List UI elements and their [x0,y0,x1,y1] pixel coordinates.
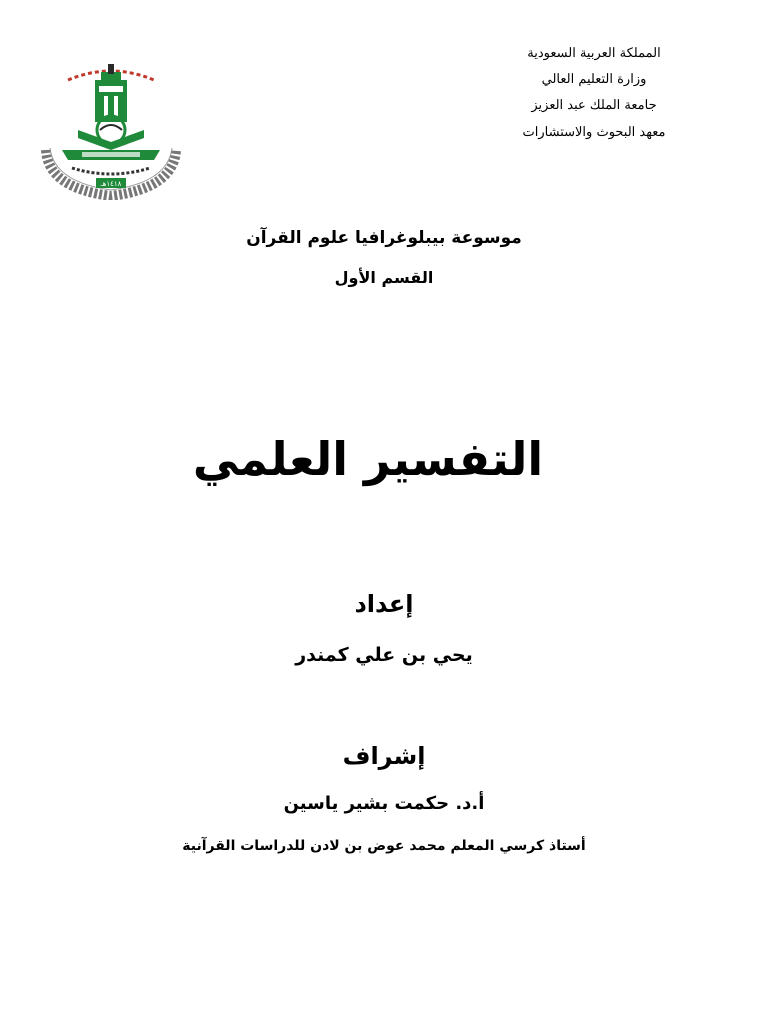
header-institute: معهد البحوث والاستشارات [522,125,666,140]
university-emblem-icon [38,50,184,200]
institution-header [464,46,724,151]
preparation-label: إعداد [354,590,414,618]
supervision-label: إشراف [342,742,426,770]
document-title: التفسير العلمي [192,432,544,486]
author-name: يحي بن علي كمندر [295,644,473,666]
header-ministry: وزارة التعليم العالي [541,72,647,87]
series-section: القسم الأول [334,268,434,287]
header-country: المملكة العربية السعودية [527,46,661,61]
header-university: جامعة الملك عبد العزيز [531,98,657,113]
emblem-year: ١٤١٨هـ [100,180,122,188]
supervisor-name: أ.د. حكمت بشير ياسين [283,793,485,814]
supervisor-position: أستاذ كرسي المعلم محمد عوض بن لادن للدراسات القرآنية [182,838,586,854]
series-title: موسوعة بيبلوغرافيا علوم القرآن [246,228,522,248]
